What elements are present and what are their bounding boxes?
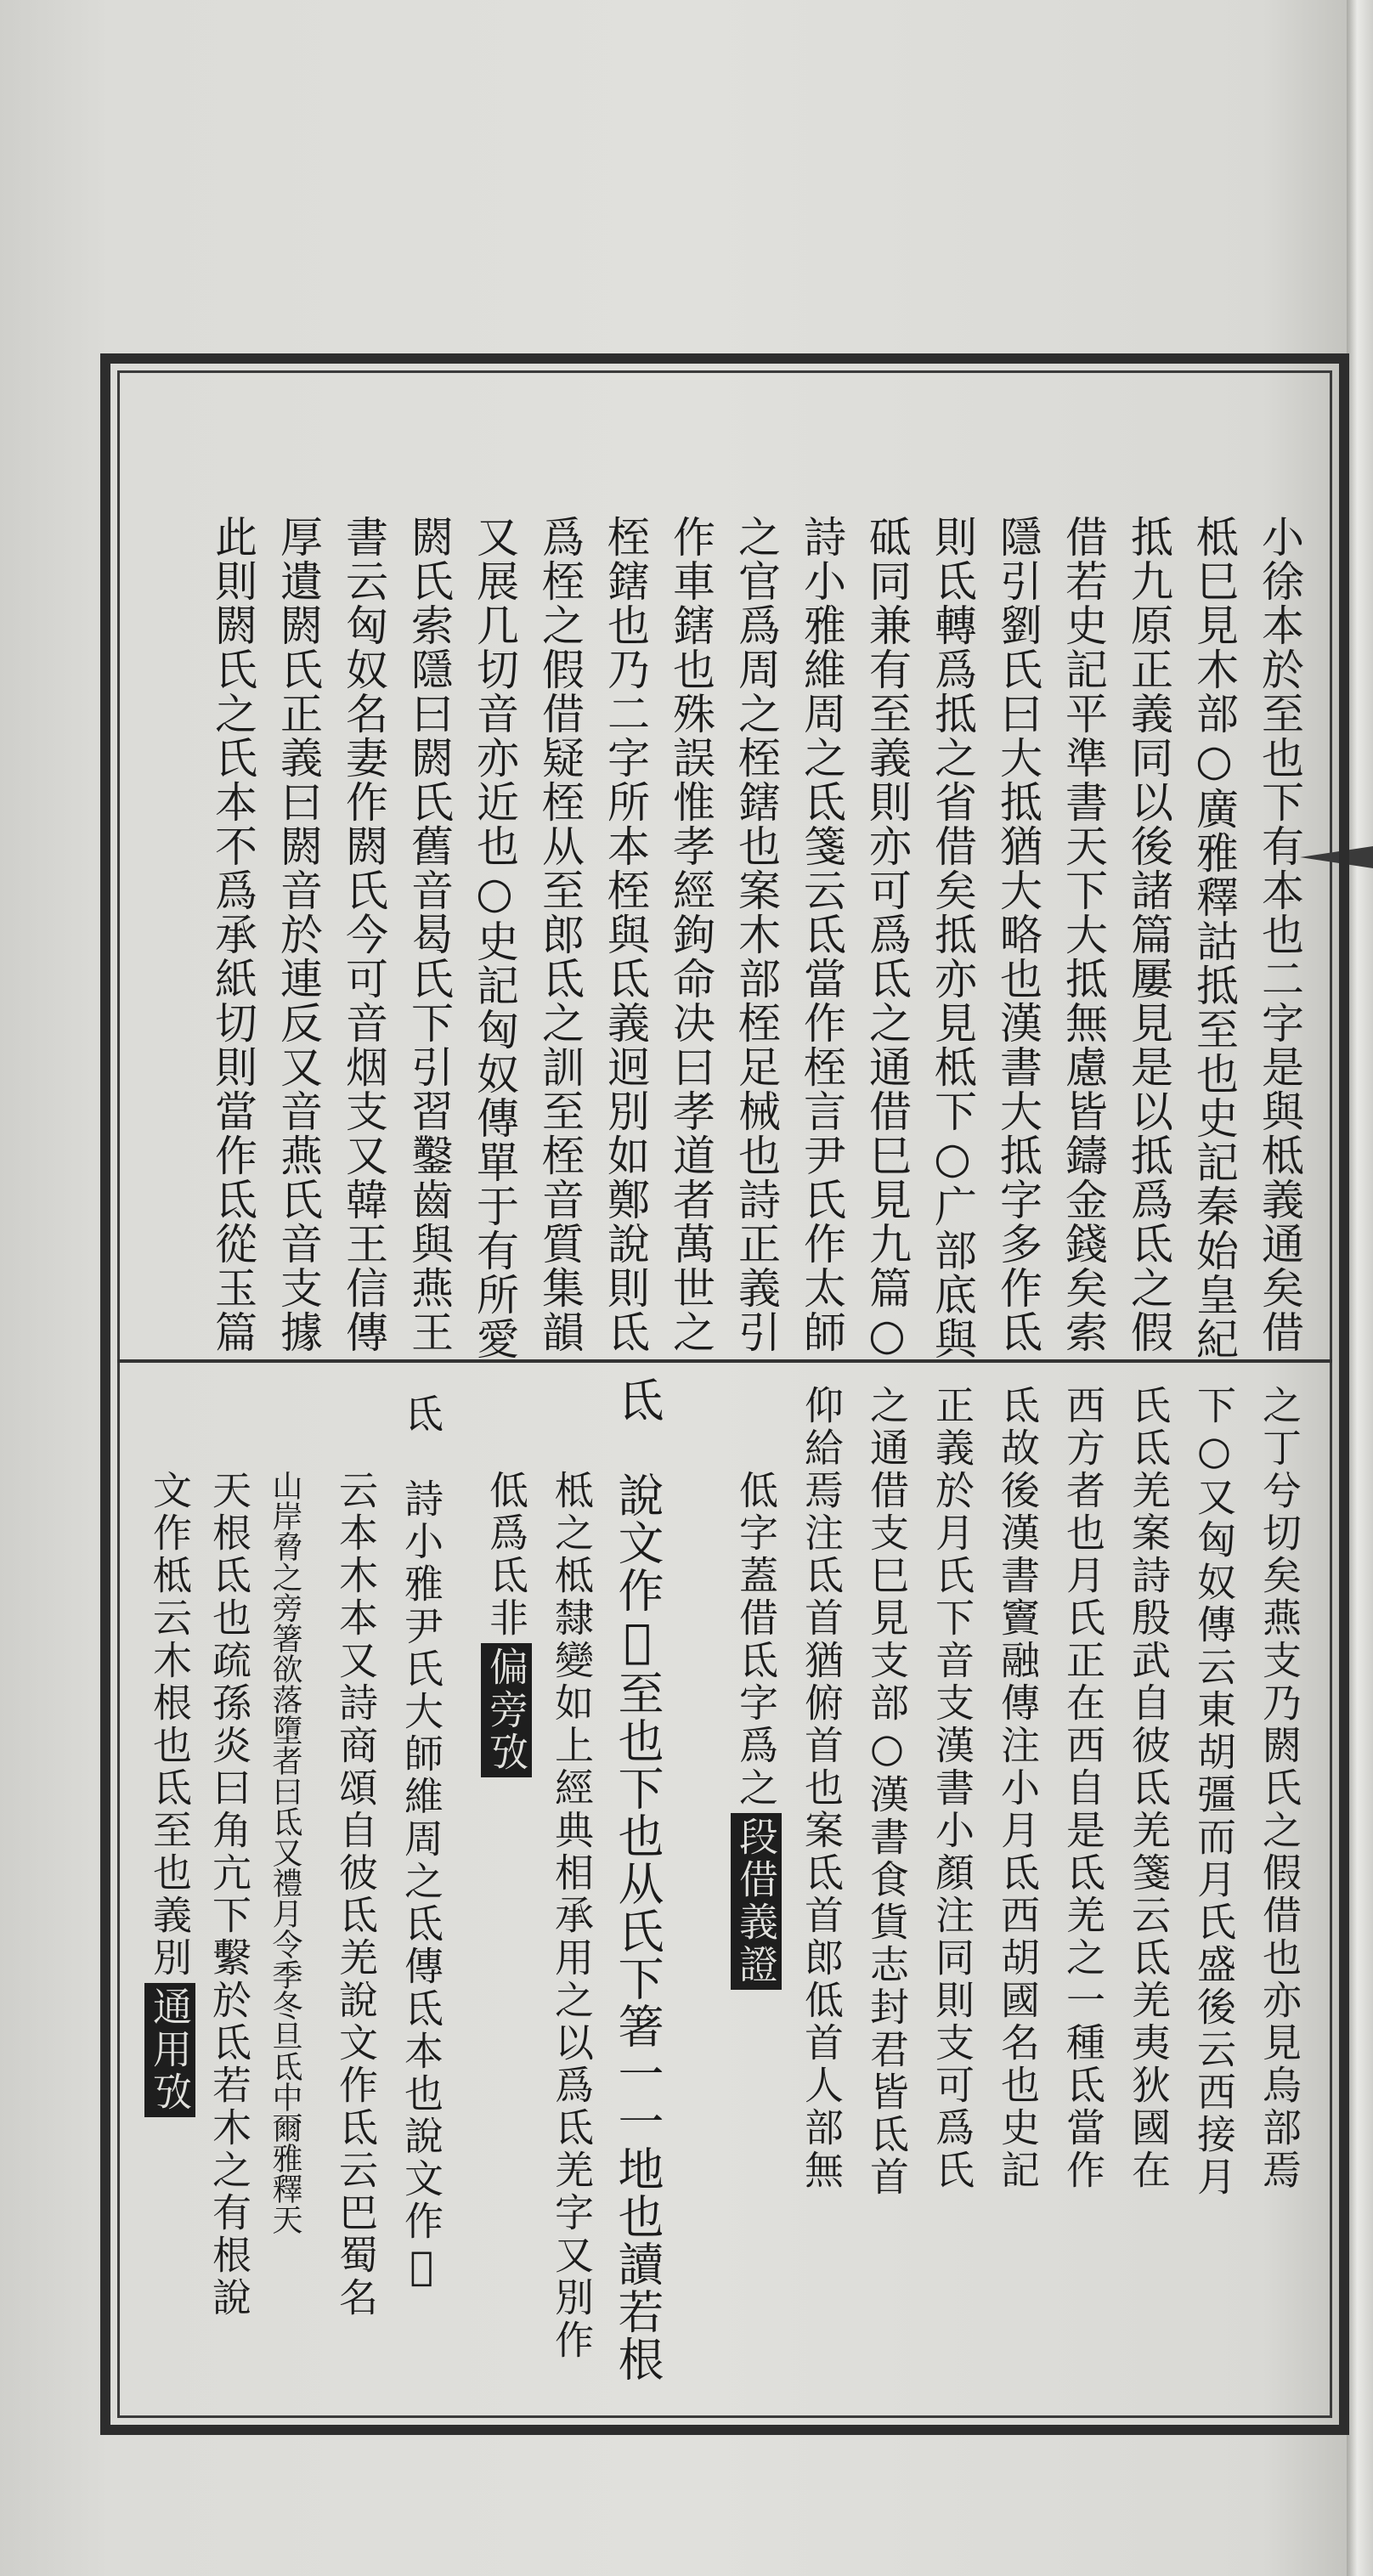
top-column-4: 借若史記平準書天下大抵無慮皆鑄金錢矣索: [1059, 515, 1108, 1354]
top-column-5: 隱引劉氏曰大抵猶大略也漢書大抵字多作氐: [993, 515, 1042, 1354]
top-column-12: 爲桎之假借疑桎从至郎氐之訓至桎音質集韻: [535, 515, 585, 1354]
top-column-1: 小徐本於至也下有本也二字是與柢義通矣借: [1255, 515, 1304, 1354]
top-column-3: 抵九原正義同以後諸篇屢見是以抵爲氐之假: [1124, 515, 1173, 1354]
bottom-column-17: [144, 1470, 195, 2121]
bottom-column-12-text: 低爲氐非: [483, 1470, 529, 1640]
top-column-2: 柢巳見木部○廣雅釋詁抵至也史記秦始皇紀: [1189, 515, 1239, 1361]
top-column-6: 則氐轉爲抵之省借矣抵亦見柢下○广部底與: [928, 515, 977, 1361]
bottom-column-17-text: 文作柢云木根也氐至也義別: [147, 1470, 193, 1980]
bottom-column-15: 山岸脅之旁箸欲落墮者曰氐又禮月令季冬旦氐中爾雅釋天: [268, 1470, 302, 2234]
book-spine-gutter: [1347, 0, 1373, 2576]
section-tag-tongyong-kao: 通用攷: [144, 1983, 195, 2117]
top-column-16: 厚遺閼氏正義曰閼音於連反又音燕氏音支據: [274, 515, 323, 1354]
bottom-column-3: 氏氐羌案詩殷武自彼氐羌箋云氐羌夷狄國在: [1126, 1385, 1172, 2192]
section-tag-pianpang-kao: 偏旁攷: [481, 1643, 532, 1777]
bottom-column-5: 氐故後漢書竇融傳注小月氐西胡國名也史記: [995, 1385, 1041, 2192]
bottom-column-6: 正義於月氏下音支漢書小顏注同則支可爲氏: [929, 1385, 975, 2192]
section-divider: [117, 1359, 1332, 1363]
bottom-column-14: 云本木本又詩商頌自彼氐羌說文作氐云巴蜀名: [333, 1470, 379, 2319]
bottom-column-16: 天根氐也疏孫炎曰角亢下繫於氐若木之有根說: [206, 1470, 252, 2319]
top-column-14: 閼氏索隱曰閼氏舊音曷氏下引習鑿齒與燕王: [404, 515, 454, 1354]
top-column-11: 桎鎋也乃二字所本桎與氐義迥別如鄭說則氐: [601, 515, 650, 1354]
bottom-column-1: 之丁兮切矣燕支乃閼氏之假借也亦見烏部焉: [1257, 1385, 1302, 2192]
bottom-column-9: [731, 1470, 782, 1993]
bottom-column-4: 西方者也月氏正在西自是氐羌之一種氐當作: [1060, 1385, 1106, 2192]
bottom-column-10: 氐 說文作𢀚至也下也从氏下箸一一地也讀若根: [611, 1376, 664, 2383]
top-column-7: 砥同兼有至義則亦可爲氐之通借巳見九篇○: [862, 515, 912, 1361]
bottom-column-9-text: 低字蓋借氐字爲之: [733, 1470, 779, 1810]
bottom-column-11: 柢之柢隸變如上經典相承用之以爲氐羌字又別作: [549, 1470, 595, 2362]
top-column-13: 又展几切音亦近也○史記匈奴傳單于有所愛: [470, 515, 519, 1361]
bottom-column-7: 之通借支巳見支部○漢書食貨志封君皆氐首: [864, 1385, 910, 2199]
bottom-column-8: 仰給焉注氐首猶俯首也案氐首郎低首人部無: [799, 1385, 845, 2192]
bottom-column-13: 氐 詩小雅尹氏大師維周之氐傳氐本也說文作𢀚: [398, 1393, 444, 2292]
section-tag-jiajie-yizheng: 段借義證: [731, 1813, 782, 1990]
bottom-column-2: 下○又匈奴傳云東胡彊而月氏盛後云西接月: [1191, 1385, 1237, 2199]
top-column-15: 書云匈奴名妻作閼氏今可音烟支又韓王信傳: [339, 515, 388, 1354]
top-column-10: 作車鎋也殊誤惟孝經鉤命决曰孝道者萬世之: [666, 515, 715, 1354]
bottom-column-12: [481, 1470, 532, 1781]
top-column-8: 詩小雅維周之氐箋云氐當作桎言尹氏作太師: [797, 515, 846, 1354]
top-column-9: 之官爲周之桎鎋也案木部桎足械也詩正義引: [732, 515, 781, 1354]
top-column-17: 此則閼氏之氏本不爲承紙切則當作氐從玉篇: [208, 515, 257, 1354]
